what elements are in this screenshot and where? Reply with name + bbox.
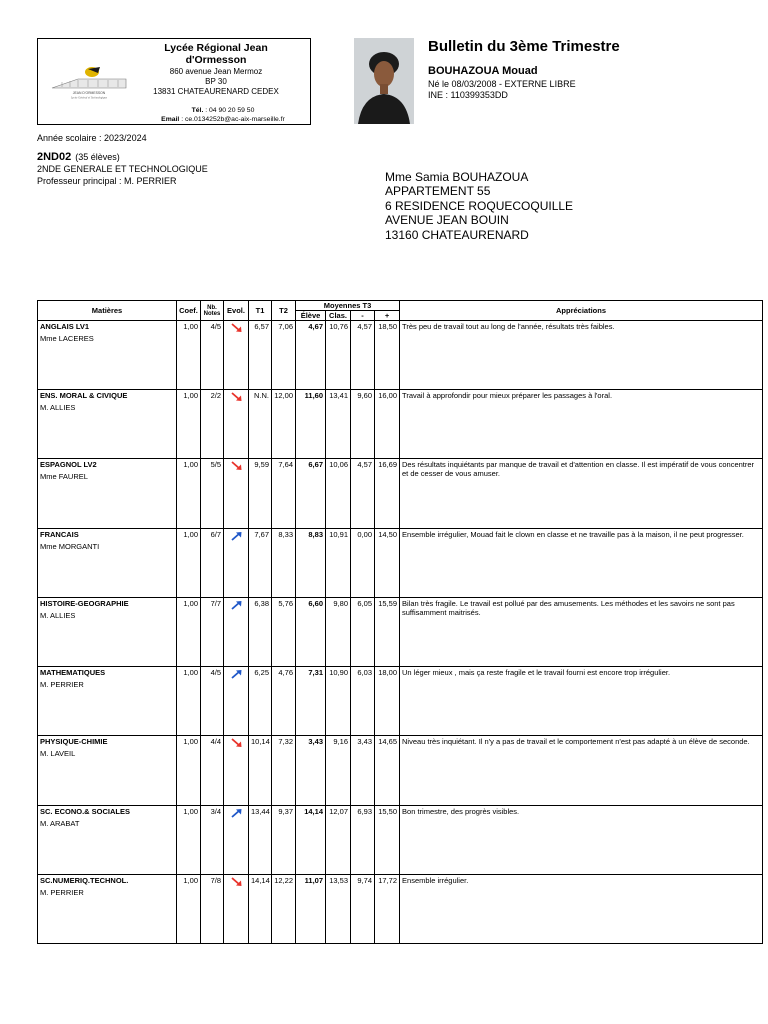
- grades-table: [37, 300, 763, 944]
- notes-cell: 4/4: [201, 736, 224, 805]
- table-row: [38, 321, 763, 390]
- school-name: Lycée Régional Jean d'Ormesson: [164, 42, 268, 66]
- subject-cell: [38, 667, 177, 736]
- t1-cell: 9,59: [249, 459, 272, 528]
- trend-up-arrow-icon: [230, 808, 243, 818]
- coef-cell: 1,00: [177, 667, 201, 736]
- min-cell: 4,57: [351, 321, 375, 390]
- trend-up-arrow-icon: [230, 531, 243, 541]
- subject-cell: [38, 805, 177, 874]
- class-code: [37, 151, 120, 163]
- school-phone: [138, 106, 308, 115]
- eleve-cell: 3,43: [296, 736, 326, 805]
- recipient-line: 6 RESIDENCE ROQUECOQUILLE: [385, 198, 574, 213]
- t2-cell: 7,32: [272, 736, 296, 805]
- coef-cell: 1,00: [177, 597, 201, 666]
- class-track: 2NDE GENERALE ET TECHNOLOGIQUE: [37, 164, 208, 174]
- subject-name: SC. ECONO.& SOCIALES: [40, 806, 131, 816]
- evol-cell: [224, 736, 249, 805]
- school-address: [140, 67, 292, 97]
- coef-cell: 1,00: [177, 736, 201, 805]
- t1-cell: 10,14: [249, 736, 272, 805]
- evol-cell: [224, 459, 249, 528]
- header-t1: T1: [249, 301, 272, 321]
- t1-cell: 6,25: [249, 667, 272, 736]
- trend-down-arrow-icon: [230, 323, 243, 333]
- trend-down-arrow-icon: [230, 461, 243, 471]
- t1-cell: 13,44: [249, 805, 272, 874]
- subject-teacher: M. ALLIES: [40, 403, 76, 413]
- header-max: +: [375, 311, 400, 321]
- table-row: [38, 528, 763, 597]
- appreciation-cell: Niveau très inquiétant. Il n'y a pas de travail et le comportement n'est pas adapté à un élève de seconde.: [400, 736, 763, 805]
- clas-cell: 13,53: [326, 874, 351, 943]
- student-photo: [354, 38, 414, 124]
- t2-cell: 4,76: [272, 667, 296, 736]
- coef-cell: 1,00: [177, 390, 201, 459]
- header-subjects: Matières: [38, 301, 177, 321]
- t2-cell: 5,76: [272, 597, 296, 666]
- table-row: [38, 667, 763, 736]
- logo-text-2: Lycée Général et Technologique: [70, 96, 108, 100]
- header-t2: T2: [272, 301, 296, 321]
- header-notes: Notes: [203, 310, 221, 317]
- max-cell: 17,72: [375, 874, 400, 943]
- subject-name: FRANCAIS: [40, 529, 79, 539]
- t2-cell: 12,00: [272, 390, 296, 459]
- recipient-line: 13160 CHATEAURENARD: [385, 227, 529, 242]
- class-code-value: 2ND02: [37, 151, 72, 163]
- subject-name: ANGLAIS LV1: [40, 322, 90, 331]
- coef-cell: 1,00: [177, 528, 201, 597]
- subject-teacher: Mme MORGANTI: [40, 541, 100, 551]
- min-cell: 6,03: [351, 667, 375, 736]
- coef-cell: 1,00: [177, 321, 201, 390]
- subject-teacher: Mme FAUREL: [40, 472, 88, 482]
- evol-cell: [224, 805, 249, 874]
- appreciation-cell: Très peu de travail tout au long de l'année, résultats très faibles.: [400, 321, 763, 390]
- subject-teacher: M. ALLIES: [40, 610, 76, 620]
- min-cell: 6,05: [351, 597, 375, 666]
- notes-cell: 4/5: [201, 321, 224, 390]
- recipient-line: APPARTEMENT 55: [385, 184, 491, 199]
- subject-cell: [38, 390, 177, 459]
- max-cell: 14,65: [375, 736, 400, 805]
- header-appreciations: Appréciations: [400, 301, 763, 321]
- subject-name: MATHEMATIQUES: [40, 668, 106, 678]
- evol-cell: [224, 528, 249, 597]
- max-cell: 14,50: [375, 528, 400, 597]
- max-cell: 18,50: [375, 321, 400, 390]
- trend-up-arrow-icon: [230, 669, 243, 679]
- student-ine-line: INE : 110399353DD: [428, 90, 508, 100]
- eleve-cell: 14,14: [296, 805, 326, 874]
- school-logo: [48, 61, 130, 101]
- notes-cell: 7/8: [201, 874, 224, 943]
- min-cell: 6,93: [351, 805, 375, 874]
- t2-cell: 7,64: [272, 459, 296, 528]
- notes-cell: 4/5: [201, 667, 224, 736]
- appreciation-cell: Ensemble irrégulier.: [400, 874, 763, 943]
- t1-cell: 6,38: [249, 597, 272, 666]
- appreciation-cell: Ensemble irrégulier, Mouad fait le clown en classe et ne travaille pas à la maison, il ne peut progresser.: [400, 528, 763, 597]
- evol-cell: [224, 321, 249, 390]
- appreciation-cell: Bilan très fragile. Le travail est pollué par des amusements. Les méthodes et les savoirs ne sont pas suffisamment maitrisés.: [400, 597, 763, 666]
- max-cell: 16,69: [375, 459, 400, 528]
- header-eleve: Élève: [296, 311, 326, 321]
- eleve-cell: 6,60: [296, 597, 326, 666]
- notes-cell: 5/5: [201, 459, 224, 528]
- max-cell: 16,00: [375, 390, 400, 459]
- header-min: -: [351, 311, 375, 321]
- clas-cell: 13,41: [326, 390, 351, 459]
- appreciation-cell: Travail à approfondir pour mieux préparer les passages à l'oral.: [400, 390, 763, 459]
- table-row: [38, 805, 763, 874]
- student-name: BOUHAZOUA Mouad: [428, 65, 538, 77]
- subject-name: ESPAGNOL LV2: [40, 460, 97, 470]
- email-value: : ce.0134252b@ac-aix-marseille.fr: [181, 116, 285, 123]
- evol-cell: [224, 874, 249, 943]
- subject-cell: [38, 736, 177, 805]
- trend-up-arrow-icon: [230, 600, 243, 610]
- clas-cell: 10,90: [326, 667, 351, 736]
- min-cell: 0,00: [351, 528, 375, 597]
- eleve-cell: 8,83: [296, 528, 326, 597]
- t2-cell: 7,06: [272, 321, 296, 390]
- school-header: [37, 38, 311, 125]
- student-photo-image: [354, 38, 414, 124]
- min-cell: 9,60: [351, 390, 375, 459]
- subject-name: PHYSIQUE-CHIMIE: [40, 737, 108, 747]
- clas-cell: 10,76: [326, 321, 351, 390]
- min-cell: 9,74: [351, 874, 375, 943]
- evol-cell: [224, 667, 249, 736]
- recipient-line: AVENUE JEAN BOUIN: [385, 213, 509, 228]
- header-coef: Coef.: [177, 301, 201, 321]
- min-cell: 3,43: [351, 736, 375, 805]
- class-count: (35 élèves): [75, 152, 120, 162]
- table-row: [38, 390, 763, 459]
- subject-cell: [38, 597, 177, 666]
- phone-label: Tél.: [191, 107, 204, 114]
- max-cell: 15,50: [375, 805, 400, 874]
- school-email: [138, 115, 308, 124]
- school-year: Année scolaire : 2023/2024: [37, 133, 147, 143]
- clas-cell: 12,07: [326, 805, 351, 874]
- table-row: [38, 874, 763, 943]
- coef-cell: 1,00: [177, 459, 201, 528]
- table-row: [38, 736, 763, 805]
- t1-cell: N.N.: [249, 390, 272, 459]
- subject-teacher: Mme LACERES: [40, 334, 94, 343]
- coef-cell: 1,00: [177, 874, 201, 943]
- notes-cell: 7/7: [201, 597, 224, 666]
- appreciation-cell: Des résultats inquiétants par manque de travail et d'attention en classe. Il est impératif de vous concentrer et de cesser de vous amuser.: [400, 459, 763, 528]
- t2-cell: 8,33: [272, 528, 296, 597]
- trend-down-arrow-icon: [230, 738, 243, 748]
- header-clas: Clas.: [326, 311, 351, 321]
- subject-name: SC.NUMERIQ.TECHNOL.: [40, 875, 129, 885]
- t1-cell: 14,14: [249, 874, 272, 943]
- eleve-cell: 6,67: [296, 459, 326, 528]
- header-evol: Evol.: [224, 301, 249, 321]
- recipient-address: [385, 170, 573, 242]
- logo-text-1: JEAN D'ORMESSON: [72, 91, 106, 95]
- clas-cell: 9,80: [326, 597, 351, 666]
- notes-cell: 6/7: [201, 528, 224, 597]
- school-address-line: 13831 CHATEAURENARD CEDEX: [153, 87, 279, 96]
- header-moyennes: Moyennes T3: [296, 301, 400, 311]
- max-cell: 15,59: [375, 597, 400, 666]
- bulletin-title: Bulletin du 3ème Trimestre: [428, 38, 620, 55]
- header-nb: Nb.: [207, 304, 217, 311]
- t1-cell: 6,57: [249, 321, 272, 390]
- appreciation-cell: Un léger mieux , mais ça reste fragile et le travail fourni est encore trop irrégulier.: [400, 667, 763, 736]
- header-nb-notes: [201, 301, 224, 321]
- evol-cell: [224, 597, 249, 666]
- trend-down-arrow-icon: [230, 877, 243, 887]
- eleve-cell: 7,31: [296, 667, 326, 736]
- school-address-line: 860 avenue Jean Mermoz: [169, 67, 263, 76]
- subject-teacher: M. ARABAT: [40, 818, 80, 828]
- t2-cell: 9,37: [272, 805, 296, 874]
- eleve-cell: 4,67: [296, 321, 326, 390]
- subject-teacher: M. PERRIER: [40, 680, 84, 690]
- subject-cell: [38, 874, 177, 943]
- subject-name: ENS. MORAL & CIVIQUE: [40, 391, 128, 401]
- min-cell: 4,57: [351, 459, 375, 528]
- email-label: Email: [161, 116, 180, 123]
- evol-cell: [224, 390, 249, 459]
- notes-cell: 2/2: [201, 390, 224, 459]
- school-contact: [138, 106, 308, 124]
- appreciation-cell: Bon trimestre, des progrès visibles.: [400, 805, 763, 874]
- coef-cell: 1,00: [177, 805, 201, 874]
- eleve-cell: 11,07: [296, 874, 326, 943]
- t1-cell: 7,67: [249, 528, 272, 597]
- eleve-cell: 11,60: [296, 390, 326, 459]
- student-birth-line: Né le 08/03/2008 - EXTERNE LIBRE: [428, 79, 576, 89]
- subject-cell: [38, 528, 177, 597]
- subject-cell: [38, 321, 177, 390]
- subject-teacher: M. LAVEIL: [40, 749, 76, 759]
- notes-cell: 3/4: [201, 805, 224, 874]
- clas-cell: 10,91: [326, 528, 351, 597]
- subject-name: HISTOIRE-GEOGRAPHIE: [40, 598, 129, 608]
- class-teacher: Professeur principal : M. PERRIER: [37, 176, 177, 186]
- subject-teacher: M. PERRIER: [40, 887, 84, 897]
- table-row: [38, 597, 763, 666]
- phone-value: : 04 90 20 59 50: [205, 107, 255, 114]
- t2-cell: 12,22: [272, 874, 296, 943]
- table-row: [38, 459, 763, 528]
- recipient-line: Mme Samia BOUHAZOUA: [385, 170, 529, 184]
- clas-cell: 10,06: [326, 459, 351, 528]
- school-address-line: BP 30: [205, 77, 227, 86]
- trend-down-arrow-icon: [230, 392, 243, 402]
- clas-cell: 9,16: [326, 736, 351, 805]
- subject-cell: [38, 459, 177, 528]
- max-cell: 18,00: [375, 667, 400, 736]
